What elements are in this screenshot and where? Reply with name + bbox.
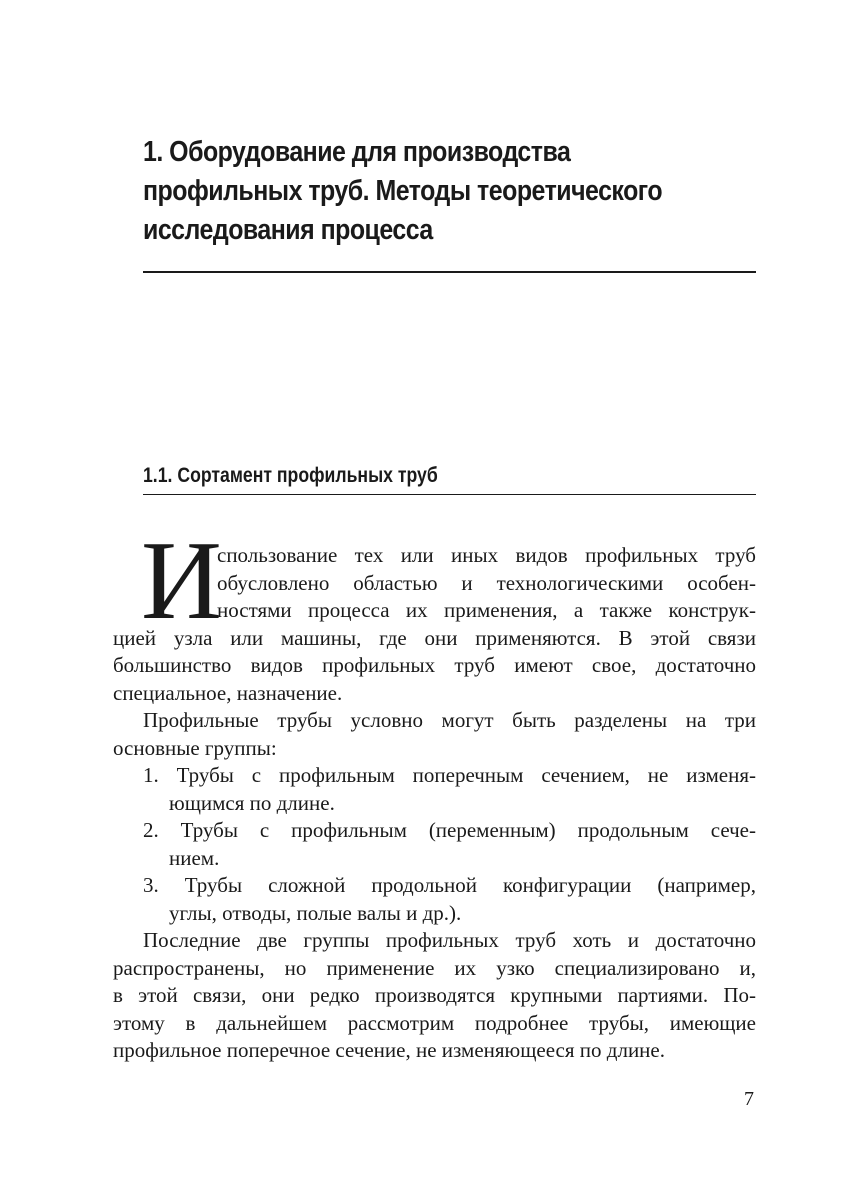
drop-cap: И	[141, 519, 222, 643]
text-line: распространены, но применение их узко специализировано и,	[113, 955, 756, 980]
section-rule	[143, 494, 756, 495]
list-item-continuation: нием.	[169, 845, 220, 870]
chapter-title-line: исследования процесса	[143, 214, 433, 246]
list-item-continuation: ющимся по длине.	[169, 790, 335, 815]
list-item-continuation: углы, отводы, полые валы и др.).	[169, 900, 462, 925]
list-item: 1. Трубы с профильным поперечным сечением, не изменя-	[143, 763, 756, 787]
text-line: специальное, назначение.	[113, 680, 343, 705]
text-line: большинство видов профильных труб имеют свое, достаточно	[113, 653, 756, 677]
chapter-title	[143, 133, 676, 250]
chapter-rule	[143, 271, 756, 273]
body-text	[113, 542, 756, 1065]
text-line: Последние две группы профильных труб хоть и достаточно	[143, 928, 756, 952]
list-item: 3. Трубы сложной продольной конфигурации (например,	[143, 873, 756, 897]
text-line: обусловлено областью и технологическими особен-	[217, 570, 756, 595]
text-line: ностями процесса их применения, а также конструк-	[217, 598, 756, 622]
chapter-title-line: 1. Оборудование для производства	[143, 136, 571, 168]
page-number: 7	[744, 1088, 754, 1110]
text-line: профильное поперечное сечение, не изменяющееся по длине.	[113, 1038, 665, 1062]
text-line: Профильные трубы условно могут быть разделены на три	[143, 708, 756, 732]
section-title: 1.1. Сортамент профильных труб	[143, 464, 438, 487]
chapter-title-line: профильных труб. Методы теоретического	[143, 175, 663, 207]
text-line: основные группы:	[113, 735, 277, 760]
text-line: в этой связи, они редко производятся крупными партиями. По-	[113, 983, 756, 1007]
list-item: 2. Трубы с профильным (переменным) продольным сече-	[143, 818, 756, 842]
text-line: этому в дальнейшем рассмотрим подробнее трубы, имеющие	[113, 1010, 756, 1035]
text-line: цией узла или машины, где они применяются. В этой связи	[113, 625, 756, 650]
text-line: спользование тех или иных видов профильных труб	[217, 543, 756, 567]
